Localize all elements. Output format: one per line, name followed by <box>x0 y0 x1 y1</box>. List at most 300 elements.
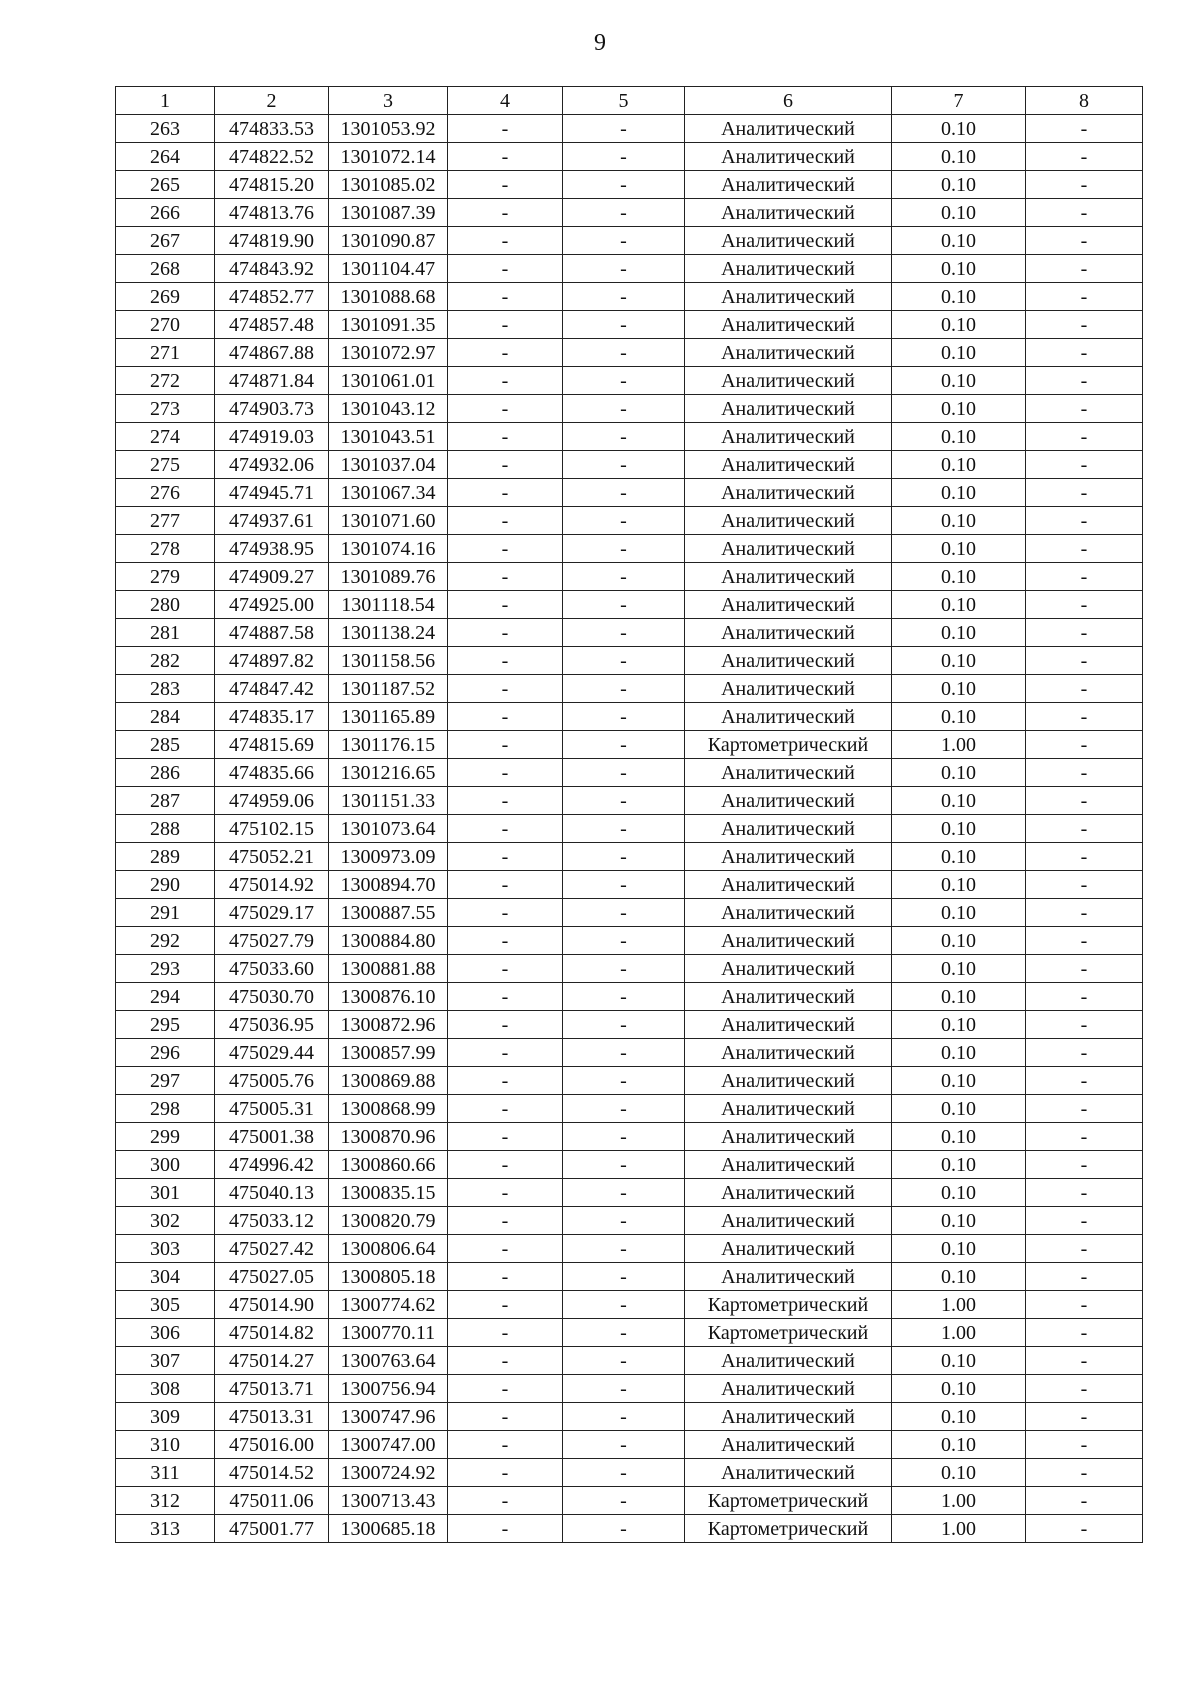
method-cell: Аналитический <box>685 927 892 955</box>
coord-y-cell: 1301085.02 <box>329 171 448 199</box>
coord-y-cell: 1300876.10 <box>329 983 448 1011</box>
accuracy-cell: 0.10 <box>892 255 1026 283</box>
col-8-value-cell: - <box>1026 1487 1143 1515</box>
col-4-value-cell: - <box>448 1375 563 1403</box>
col-4-value-cell: - <box>448 787 563 815</box>
col-5-value-cell: - <box>563 283 685 311</box>
col-5-value-cell: - <box>563 1515 685 1543</box>
coord-y-cell: 1301088.68 <box>329 283 448 311</box>
point-number-cell: 275 <box>116 451 215 479</box>
method-cell: Аналитический <box>685 199 892 227</box>
method-cell: Аналитический <box>685 759 892 787</box>
coord-x-cell: 475016.00 <box>215 1431 329 1459</box>
col-5-value-cell: - <box>563 591 685 619</box>
col-4-value-cell: - <box>448 1095 563 1123</box>
point-number-cell: 270 <box>116 311 215 339</box>
method-cell: Аналитический <box>685 1375 892 1403</box>
accuracy-cell: 0.10 <box>892 451 1026 479</box>
table-row <box>116 535 1143 563</box>
point-number-cell: 313 <box>116 1515 215 1543</box>
table-row <box>116 1151 1143 1179</box>
coord-x-cell: 474835.17 <box>215 703 329 731</box>
method-cell: Аналитический <box>685 1459 892 1487</box>
coord-y-cell: 1301091.35 <box>329 311 448 339</box>
col-8-value-cell: - <box>1026 283 1143 311</box>
table-row <box>116 1263 1143 1291</box>
col-4-value-cell: - <box>448 703 563 731</box>
coord-x-cell: 474937.61 <box>215 507 329 535</box>
coord-y-cell: 1300763.64 <box>329 1347 448 1375</box>
point-number-cell: 299 <box>116 1123 215 1151</box>
coord-y-cell: 1300868.99 <box>329 1095 448 1123</box>
col-8-value-cell: - <box>1026 143 1143 171</box>
col-4-value-cell: - <box>448 1011 563 1039</box>
coord-x-cell: 474925.00 <box>215 591 329 619</box>
coord-x-cell: 474852.77 <box>215 283 329 311</box>
col-5-value-cell: - <box>563 955 685 983</box>
col-8-value-cell: - <box>1026 255 1143 283</box>
method-cell: Аналитический <box>685 1235 892 1263</box>
point-number-cell: 287 <box>116 787 215 815</box>
accuracy-cell: 0.10 <box>892 479 1026 507</box>
coord-x-cell: 474887.58 <box>215 619 329 647</box>
accuracy-cell: 0.10 <box>892 675 1026 703</box>
accuracy-cell: 1.00 <box>892 1487 1026 1515</box>
table-body <box>116 115 1143 1543</box>
method-cell: Аналитический <box>685 143 892 171</box>
col-8-value-cell: - <box>1026 1347 1143 1375</box>
coord-y-cell: 1301074.16 <box>329 535 448 563</box>
col-8-value-cell: - <box>1026 1403 1143 1431</box>
col-8-value-cell: - <box>1026 1095 1143 1123</box>
coord-y-cell: 1301072.97 <box>329 339 448 367</box>
table-row <box>116 1459 1143 1487</box>
coord-x-cell: 475029.17 <box>215 899 329 927</box>
coord-x-cell: 475033.60 <box>215 955 329 983</box>
table-row <box>116 1375 1143 1403</box>
col-5-value-cell: - <box>563 339 685 367</box>
coord-x-cell: 474835.66 <box>215 759 329 787</box>
coordinates-table <box>115 86 1143 1543</box>
coord-x-cell: 474996.42 <box>215 1151 329 1179</box>
point-number-cell: 311 <box>116 1459 215 1487</box>
method-cell: Аналитический <box>685 1011 892 1039</box>
col-5-value-cell: - <box>563 563 685 591</box>
col-8-value-cell: - <box>1026 871 1143 899</box>
accuracy-cell: 0.10 <box>892 311 1026 339</box>
col-4-value-cell: - <box>448 563 563 591</box>
accuracy-cell: 0.10 <box>892 899 1026 927</box>
col-8-value-cell: - <box>1026 675 1143 703</box>
coord-y-cell: 1300685.18 <box>329 1515 448 1543</box>
col-5-value-cell: - <box>563 1431 685 1459</box>
table-row <box>116 1235 1143 1263</box>
coord-x-cell: 474932.06 <box>215 451 329 479</box>
method-cell: Аналитический <box>685 1207 892 1235</box>
point-number-cell: 282 <box>116 647 215 675</box>
col-8-value-cell: - <box>1026 339 1143 367</box>
point-number-cell: 305 <box>116 1291 215 1319</box>
coord-x-cell: 475014.52 <box>215 1459 329 1487</box>
accuracy-cell: 0.10 <box>892 815 1026 843</box>
coord-y-cell: 1301043.51 <box>329 423 448 451</box>
table-row <box>116 311 1143 339</box>
point-number-cell: 283 <box>116 675 215 703</box>
method-cell: Аналитический <box>685 423 892 451</box>
col-5-value-cell: - <box>563 1291 685 1319</box>
table-row <box>116 1095 1143 1123</box>
table-row <box>116 983 1143 1011</box>
accuracy-cell: 0.10 <box>892 199 1026 227</box>
col-4-value-cell: - <box>448 927 563 955</box>
col-5-value-cell: - <box>563 507 685 535</box>
col-4-value-cell: - <box>448 171 563 199</box>
col-5-value-cell: - <box>563 1039 685 1067</box>
table-row <box>116 227 1143 255</box>
method-cell: Аналитический <box>685 507 892 535</box>
coord-x-cell: 475014.90 <box>215 1291 329 1319</box>
accuracy-cell: 1.00 <box>892 1291 1026 1319</box>
table-row <box>116 815 1143 843</box>
accuracy-cell: 0.10 <box>892 787 1026 815</box>
table-row <box>116 115 1143 143</box>
method-cell: Аналитический <box>685 787 892 815</box>
col-4-value-cell: - <box>448 591 563 619</box>
col-5-value-cell: - <box>563 927 685 955</box>
accuracy-cell: 1.00 <box>892 731 1026 759</box>
method-cell: Аналитический <box>685 675 892 703</box>
accuracy-cell: 0.10 <box>892 115 1026 143</box>
col-4-value-cell: - <box>448 1123 563 1151</box>
table-row <box>116 759 1143 787</box>
col-5-value-cell: - <box>563 199 685 227</box>
coord-x-cell: 474847.42 <box>215 675 329 703</box>
coord-y-cell: 1300835.15 <box>329 1179 448 1207</box>
point-number-cell: 271 <box>116 339 215 367</box>
col-5-value-cell: - <box>563 1375 685 1403</box>
table-row <box>116 563 1143 591</box>
coord-x-cell: 474897.82 <box>215 647 329 675</box>
coord-x-cell: 474867.88 <box>215 339 329 367</box>
method-cell: Аналитический <box>685 1347 892 1375</box>
coord-x-cell: 475030.70 <box>215 983 329 1011</box>
col-5-value-cell: - <box>563 423 685 451</box>
coord-y-cell: 1301089.76 <box>329 563 448 591</box>
coord-y-cell: 1301073.64 <box>329 815 448 843</box>
col-5-value-cell: - <box>563 1487 685 1515</box>
col-8-value-cell: - <box>1026 1431 1143 1459</box>
col-5-value-cell: - <box>563 759 685 787</box>
table-row <box>116 1067 1143 1095</box>
column-header: 4 <box>448 87 563 115</box>
table-row <box>116 703 1143 731</box>
point-number-cell: 304 <box>116 1263 215 1291</box>
method-cell: Аналитический <box>685 703 892 731</box>
coord-y-cell: 1300747.96 <box>329 1403 448 1431</box>
col-4-value-cell: - <box>448 1319 563 1347</box>
table-row <box>116 367 1143 395</box>
method-cell: Аналитический <box>685 115 892 143</box>
point-number-cell: 279 <box>116 563 215 591</box>
col-8-value-cell: - <box>1026 1263 1143 1291</box>
table-row <box>116 143 1143 171</box>
table-row <box>116 451 1143 479</box>
col-4-value-cell: - <box>448 1515 563 1543</box>
method-cell: Аналитический <box>685 1179 892 1207</box>
point-number-cell: 265 <box>116 171 215 199</box>
table-row <box>116 395 1143 423</box>
col-4-value-cell: - <box>448 339 563 367</box>
col-4-value-cell: - <box>448 479 563 507</box>
coord-y-cell: 1301090.87 <box>329 227 448 255</box>
accuracy-cell: 0.10 <box>892 619 1026 647</box>
coord-y-cell: 1300756.94 <box>329 1375 448 1403</box>
coord-x-cell: 475052.21 <box>215 843 329 871</box>
table-row <box>116 1403 1143 1431</box>
table-row <box>116 1515 1143 1543</box>
col-5-value-cell: - <box>563 115 685 143</box>
method-cell: Аналитический <box>685 1095 892 1123</box>
col-5-value-cell: - <box>563 1179 685 1207</box>
col-5-value-cell: - <box>563 1347 685 1375</box>
coord-x-cell: 474857.48 <box>215 311 329 339</box>
col-4-value-cell: - <box>448 1067 563 1095</box>
col-4-value-cell: - <box>448 227 563 255</box>
col-4-value-cell: - <box>448 647 563 675</box>
point-number-cell: 266 <box>116 199 215 227</box>
column-header: 6 <box>685 87 892 115</box>
table-row <box>116 675 1143 703</box>
coord-y-cell: 1300894.70 <box>329 871 448 899</box>
col-4-value-cell: - <box>448 255 563 283</box>
col-5-value-cell: - <box>563 1207 685 1235</box>
coord-x-cell: 475013.71 <box>215 1375 329 1403</box>
col-8-value-cell: - <box>1026 619 1143 647</box>
point-number-cell: 307 <box>116 1347 215 1375</box>
accuracy-cell: 0.10 <box>892 759 1026 787</box>
table-row <box>116 339 1143 367</box>
coord-y-cell: 1300881.88 <box>329 955 448 983</box>
coord-x-cell: 475014.82 <box>215 1319 329 1347</box>
table-row <box>116 899 1143 927</box>
method-cell: Аналитический <box>685 899 892 927</box>
coord-y-cell: 1301043.12 <box>329 395 448 423</box>
method-cell: Аналитический <box>685 1151 892 1179</box>
coord-x-cell: 474815.69 <box>215 731 329 759</box>
point-number-cell: 268 <box>116 255 215 283</box>
col-8-value-cell: - <box>1026 227 1143 255</box>
table-row <box>116 619 1143 647</box>
column-header: 1 <box>116 87 215 115</box>
coord-x-cell: 475001.38 <box>215 1123 329 1151</box>
coord-x-cell: 475033.12 <box>215 1207 329 1235</box>
point-number-cell: 286 <box>116 759 215 787</box>
table-row <box>116 507 1143 535</box>
accuracy-cell: 0.10 <box>892 647 1026 675</box>
accuracy-cell: 0.10 <box>892 1039 1026 1067</box>
coord-x-cell: 474938.95 <box>215 535 329 563</box>
col-8-value-cell: - <box>1026 1515 1143 1543</box>
coord-x-cell: 474919.03 <box>215 423 329 451</box>
col-5-value-cell: - <box>563 143 685 171</box>
col-8-value-cell: - <box>1026 1123 1143 1151</box>
col-4-value-cell: - <box>448 899 563 927</box>
column-header: 3 <box>329 87 448 115</box>
table-row <box>116 927 1143 955</box>
col-4-value-cell: - <box>448 1347 563 1375</box>
accuracy-cell: 0.10 <box>892 283 1026 311</box>
col-4-value-cell: - <box>448 1263 563 1291</box>
point-number-cell: 306 <box>116 1319 215 1347</box>
col-4-value-cell: - <box>448 115 563 143</box>
coord-x-cell: 475027.42 <box>215 1235 329 1263</box>
col-4-value-cell: - <box>448 1179 563 1207</box>
table-row <box>116 647 1143 675</box>
table-row <box>116 423 1143 451</box>
col-8-value-cell: - <box>1026 955 1143 983</box>
table-row <box>116 479 1143 507</box>
method-cell: Картометрический <box>685 1291 892 1319</box>
accuracy-cell: 0.10 <box>892 703 1026 731</box>
col-5-value-cell: - <box>563 535 685 563</box>
method-cell: Аналитический <box>685 451 892 479</box>
col-5-value-cell: - <box>563 787 685 815</box>
method-cell: Аналитический <box>685 647 892 675</box>
col-4-value-cell: - <box>448 423 563 451</box>
col-5-value-cell: - <box>563 1235 685 1263</box>
col-8-value-cell: - <box>1026 1039 1143 1067</box>
col-8-value-cell: - <box>1026 1319 1143 1347</box>
point-number-cell: 272 <box>116 367 215 395</box>
table-row <box>116 843 1143 871</box>
coord-y-cell: 1301138.24 <box>329 619 448 647</box>
coord-y-cell: 1300747.00 <box>329 1431 448 1459</box>
method-cell: Аналитический <box>685 955 892 983</box>
coord-y-cell: 1300724.92 <box>329 1459 448 1487</box>
col-8-value-cell: - <box>1026 927 1143 955</box>
col-8-value-cell: - <box>1026 1459 1143 1487</box>
point-number-cell: 295 <box>116 1011 215 1039</box>
col-4-value-cell: - <box>448 1459 563 1487</box>
coord-y-cell: 1300806.64 <box>329 1235 448 1263</box>
col-8-value-cell: - <box>1026 1011 1143 1039</box>
coord-x-cell: 474843.92 <box>215 255 329 283</box>
table-row <box>116 1487 1143 1515</box>
coord-y-cell: 1300820.79 <box>329 1207 448 1235</box>
accuracy-cell: 0.10 <box>892 143 1026 171</box>
table-header-row <box>116 87 1143 115</box>
point-number-cell: 297 <box>116 1067 215 1095</box>
col-5-value-cell: - <box>563 983 685 1011</box>
point-number-cell: 274 <box>116 423 215 451</box>
col-8-value-cell: - <box>1026 1179 1143 1207</box>
table-row <box>116 955 1143 983</box>
col-4-value-cell: - <box>448 815 563 843</box>
accuracy-cell: 0.10 <box>892 1459 1026 1487</box>
point-number-cell: 288 <box>116 815 215 843</box>
col-8-value-cell: - <box>1026 479 1143 507</box>
point-number-cell: 281 <box>116 619 215 647</box>
point-number-cell: 269 <box>116 283 215 311</box>
accuracy-cell: 0.10 <box>892 1375 1026 1403</box>
table-row <box>116 1207 1143 1235</box>
col-8-value-cell: - <box>1026 367 1143 395</box>
coord-x-cell: 474909.27 <box>215 563 329 591</box>
coord-y-cell: 1301037.04 <box>329 451 448 479</box>
col-8-value-cell: - <box>1026 1291 1143 1319</box>
col-4-value-cell: - <box>448 199 563 227</box>
accuracy-cell: 0.10 <box>892 171 1026 199</box>
col-8-value-cell: - <box>1026 591 1143 619</box>
col-5-value-cell: - <box>563 1067 685 1095</box>
point-number-cell: 264 <box>116 143 215 171</box>
col-5-value-cell: - <box>563 311 685 339</box>
accuracy-cell: 0.10 <box>892 1207 1026 1235</box>
col-8-value-cell: - <box>1026 199 1143 227</box>
table-row <box>116 1179 1143 1207</box>
coord-y-cell: 1301071.60 <box>329 507 448 535</box>
table-row <box>116 591 1143 619</box>
coord-y-cell: 1301187.52 <box>329 675 448 703</box>
coord-x-cell: 474903.73 <box>215 395 329 423</box>
point-number-cell: 278 <box>116 535 215 563</box>
point-number-cell: 276 <box>116 479 215 507</box>
col-4-value-cell: - <box>448 843 563 871</box>
accuracy-cell: 0.10 <box>892 1347 1026 1375</box>
col-8-value-cell: - <box>1026 1235 1143 1263</box>
method-cell: Аналитический <box>685 1067 892 1095</box>
method-cell: Картометрический <box>685 1515 892 1543</box>
coord-y-cell: 1301165.89 <box>329 703 448 731</box>
col-8-value-cell: - <box>1026 899 1143 927</box>
method-cell: Аналитический <box>685 1123 892 1151</box>
point-number-cell: 267 <box>116 227 215 255</box>
method-cell: Аналитический <box>685 815 892 843</box>
coord-y-cell: 1301118.54 <box>329 591 448 619</box>
accuracy-cell: 0.10 <box>892 507 1026 535</box>
table-row <box>116 283 1143 311</box>
col-5-value-cell: - <box>563 1319 685 1347</box>
point-number-cell: 301 <box>116 1179 215 1207</box>
col-4-value-cell: - <box>448 535 563 563</box>
col-5-value-cell: - <box>563 1123 685 1151</box>
coord-x-cell: 474813.76 <box>215 199 329 227</box>
col-4-value-cell: - <box>448 1291 563 1319</box>
coord-y-cell: 1300857.99 <box>329 1039 448 1067</box>
col-8-value-cell: - <box>1026 1067 1143 1095</box>
coord-x-cell: 475005.76 <box>215 1067 329 1095</box>
col-5-value-cell: - <box>563 395 685 423</box>
col-8-value-cell: - <box>1026 563 1143 591</box>
point-number-cell: 302 <box>116 1207 215 1235</box>
coord-y-cell: 1300884.80 <box>329 927 448 955</box>
col-8-value-cell: - <box>1026 1375 1143 1403</box>
col-4-value-cell: - <box>448 395 563 423</box>
col-4-value-cell: - <box>448 311 563 339</box>
col-5-value-cell: - <box>563 815 685 843</box>
column-header: 7 <box>892 87 1026 115</box>
coord-y-cell: 1300774.62 <box>329 1291 448 1319</box>
col-8-value-cell: - <box>1026 759 1143 787</box>
point-number-cell: 291 <box>116 899 215 927</box>
table-row <box>116 1319 1143 1347</box>
coord-x-cell: 475102.15 <box>215 815 329 843</box>
point-number-cell: 285 <box>116 731 215 759</box>
method-cell: Аналитический <box>685 171 892 199</box>
method-cell: Аналитический <box>685 563 892 591</box>
page-number: 9 <box>594 30 606 56</box>
col-5-value-cell: - <box>563 675 685 703</box>
